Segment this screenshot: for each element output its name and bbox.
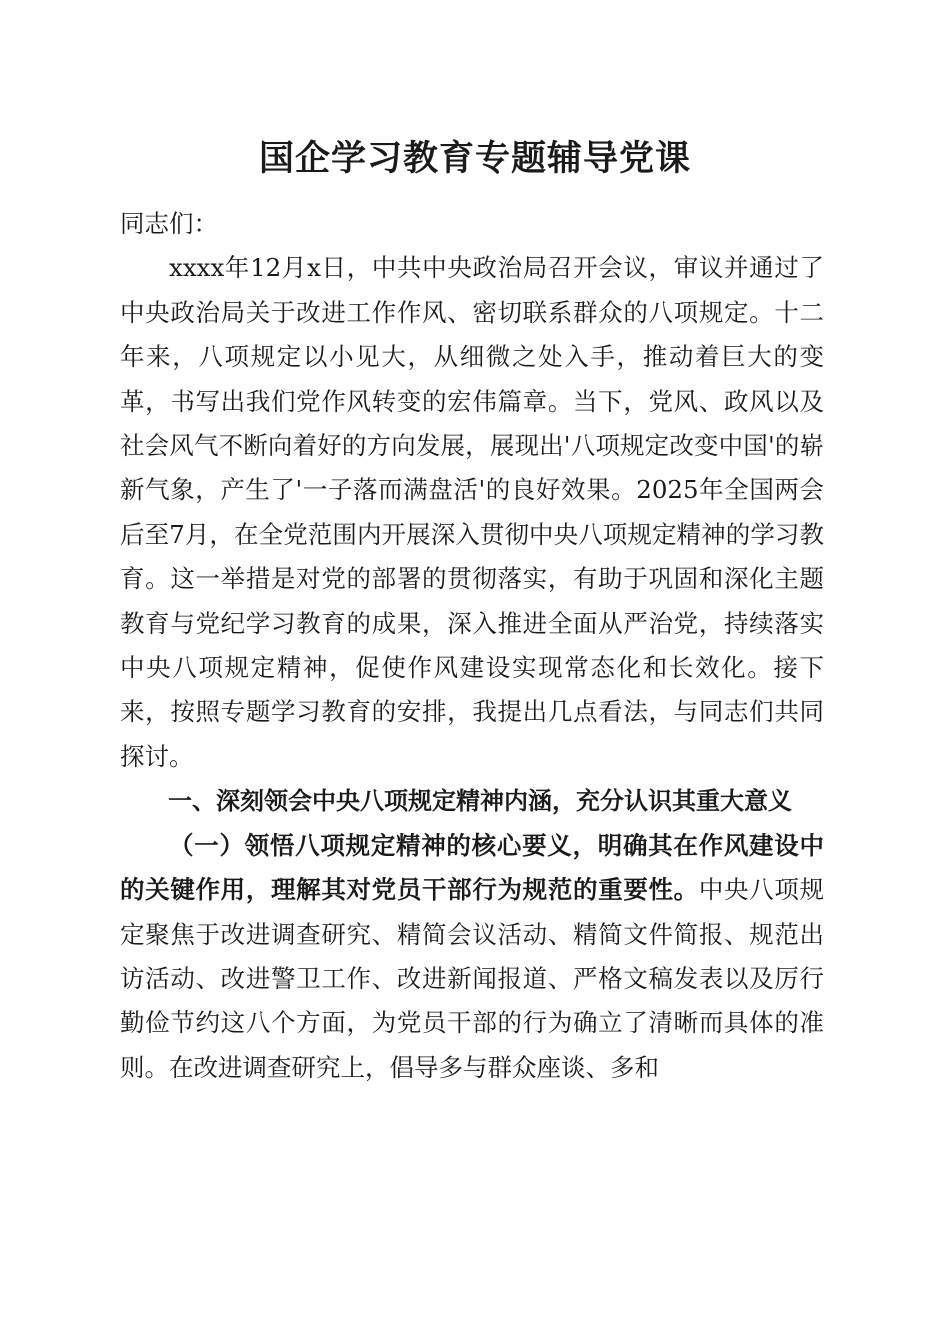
section-heading: 一、深刻领会中央八项规定精神内涵，充分认识其重大意义 bbox=[168, 787, 792, 816]
document-body bbox=[120, 202, 824, 1090]
subsection-lead: （一）领悟八项规定精神的核心要义，明确其在作风建设中的关键作用，理解其对党员干部行为规范的重要性。 bbox=[120, 830, 824, 905]
subsection-paragraph bbox=[120, 824, 824, 1090]
document-title: 国企学习教育专题辅导党课 bbox=[258, 139, 691, 179]
subsection-body: 中央八项规定聚焦于改进调查研究、精简会议活动、精简文件简报、规范出访活动、改进警卫工作、改进新闻报道、严格文稿发表以及厉行勤俭节约这八个方面，为党员干部的行为确立了清晰而具体的准则。在改进调查研究上，倡导多与群众座谈、多和 bbox=[120, 875, 825, 1082]
intro-paragraph: xxxx年12月x日，中共中央政治局召开会议，审议并通过了中央政治局关于改进工作作风、密切联系群众的八项规定。十二年来，八项规定以小见大，从细微之处入手，推动着巨大的变革，书写出我们党作风转变的宏伟篇章。当下，党风、政风以及社会风气不断向着好的方向发展，展现出'八项规定改变中国'的崭新气象，产生了'一子落而满盘活'的良好效果。2025年全国两会后至7月，在全党范围内开展深入贯彻中央八项规定精神的学习教育。这一举措是对党的部署的贯彻落实，有助于巩固和深化主题教育与党纪学习教育的成果，深入推进全面从严治党，持续落实中央八项规定精神，促使作风建设实现常态化和长效化。接下来，按照专题学习教育的安排，我提出几点看法，与同志们共同探讨。 bbox=[120, 253, 824, 771]
greeting: 同志们： bbox=[120, 209, 218, 238]
